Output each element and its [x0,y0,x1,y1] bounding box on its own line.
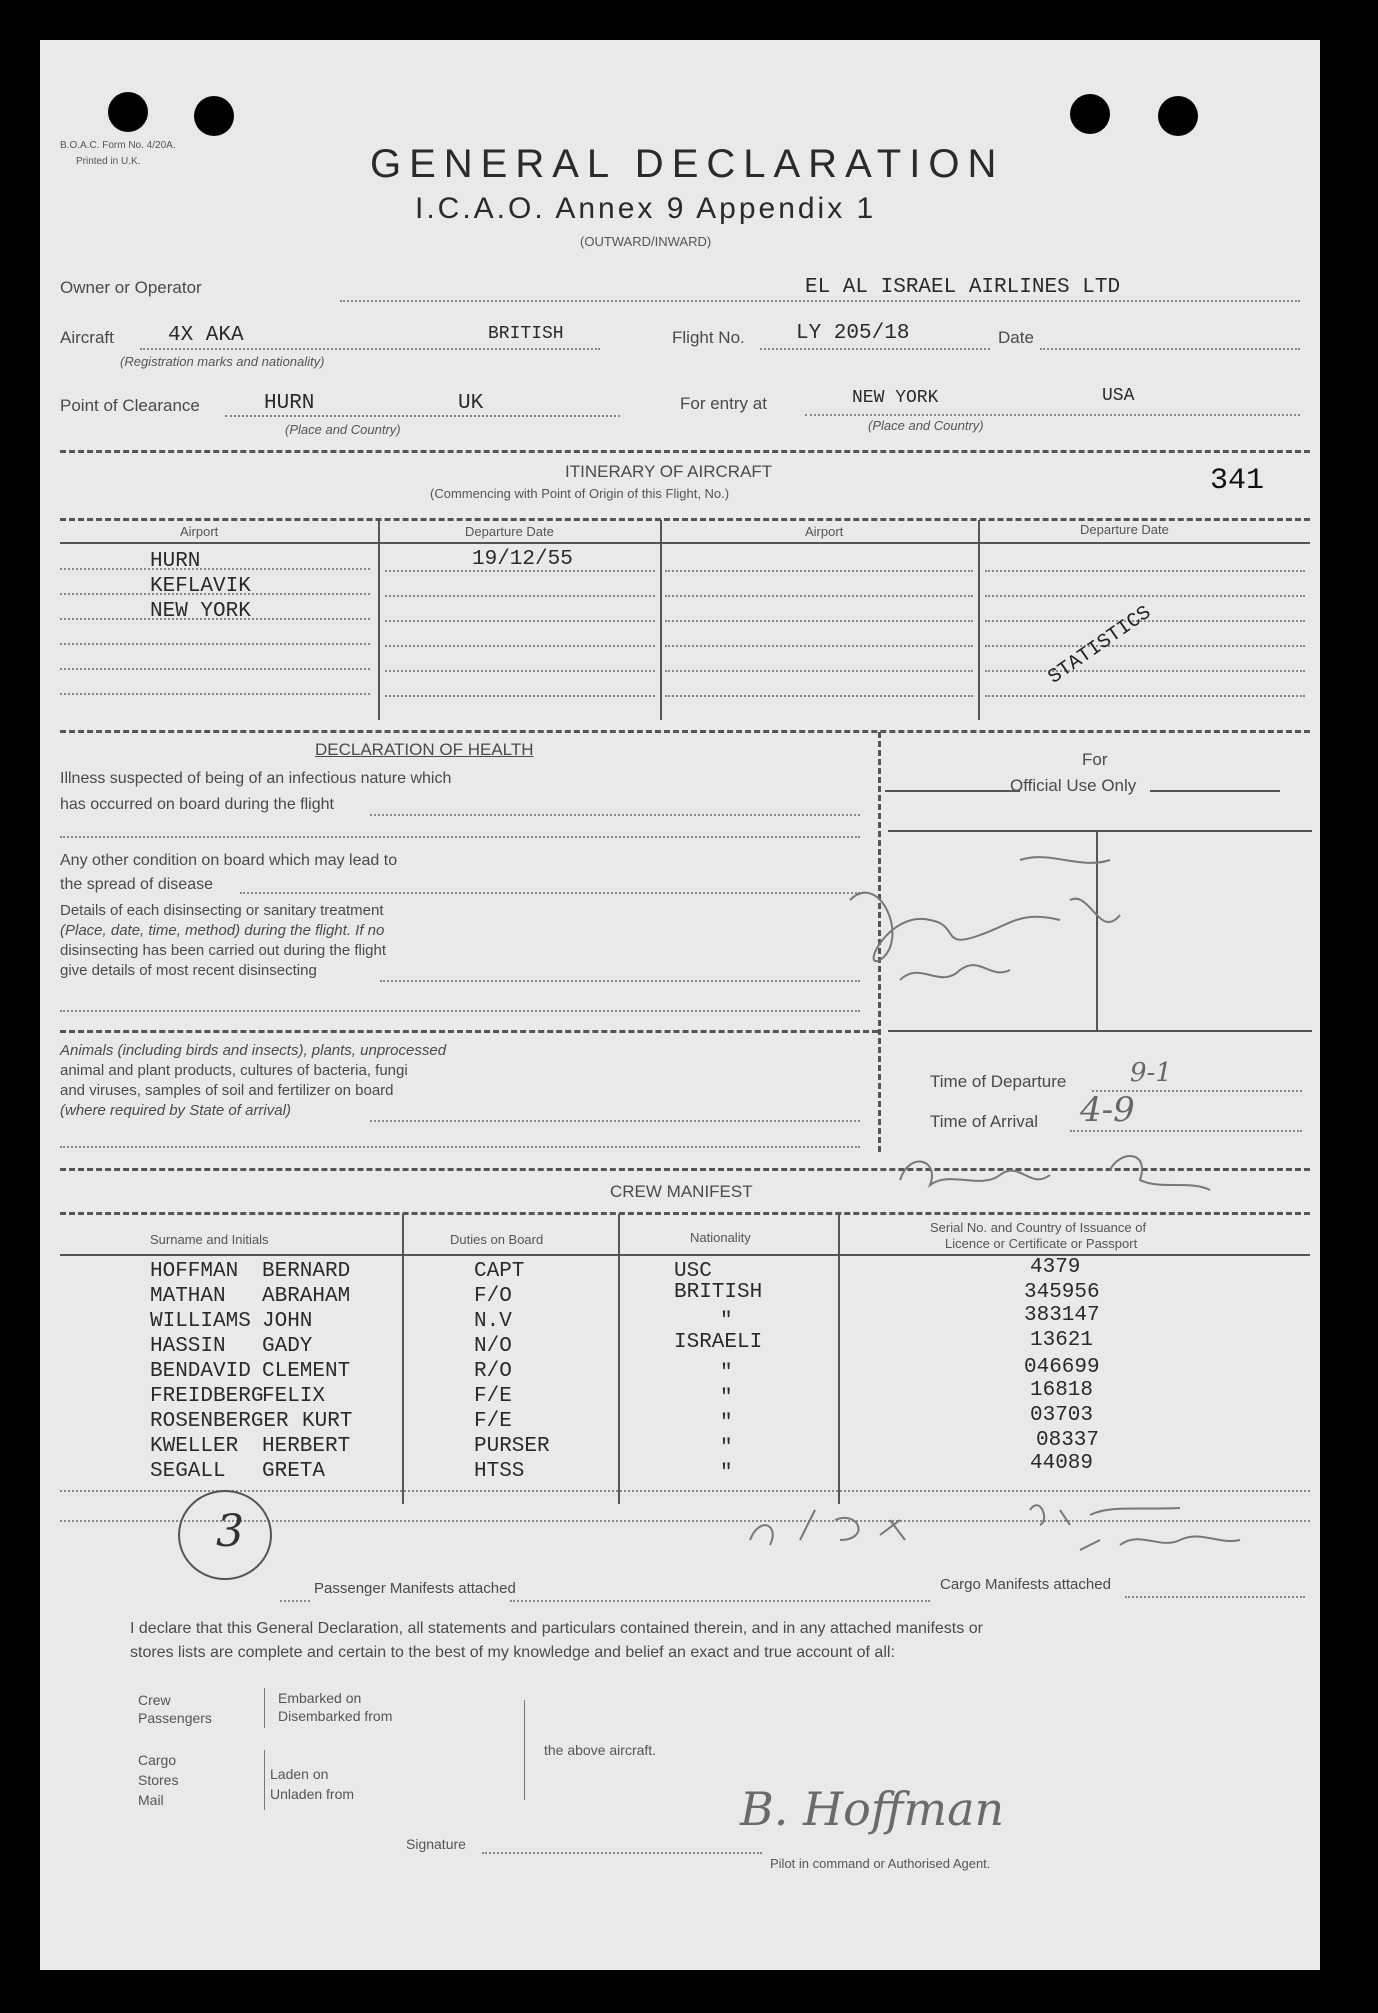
passengers-word: Passengers [138,1710,212,1726]
row-line [510,1600,930,1602]
punch-hole [108,92,148,132]
crew-surname: SEGALL [150,1460,226,1483]
row-line [1125,1596,1305,1598]
health-q2-line1: Any other condition on board which may lead to [60,852,398,869]
table-row [40,1329,1320,1360]
divider [888,1030,1312,1032]
stores-word: Stores [138,1772,179,1788]
table-row [40,1356,1320,1385]
date-line [1040,348,1300,350]
document-subtitle: I.C.A.O. Annex 9 Appendix 1 [415,192,877,225]
crew-first-name: BERNARD [262,1260,351,1283]
declaration-line-1: I declare that this General Declaration, all statements and particulars contained therein, and in any attached manifests or [130,1620,983,1637]
laden-word: Laden on [270,1766,329,1782]
printed-in: Printed in U.K. [76,156,141,167]
divider [60,1254,1310,1256]
divider [60,730,1310,733]
crew-surname: BENDAVID [150,1360,251,1383]
column-rule [378,520,380,720]
crew-licence: 4379 [1030,1256,1081,1279]
crew-nationality: USC [674,1260,712,1283]
crew-first-name: FELIX [262,1385,326,1408]
airport-new-york: NEW YORK [150,600,251,623]
crew-table-body [40,1256,1320,1510]
divider [60,450,1310,453]
row-line [985,570,1305,572]
row-line [385,695,655,697]
answer-line [60,836,860,838]
crew-nationality: " [720,1387,733,1410]
flight-label: Flight No. [672,328,745,347]
crew-first-name: GADY [262,1335,313,1358]
official-line-1: For [1082,750,1108,769]
crew-nationality: BRITISH [674,1281,763,1304]
row-line [60,693,370,695]
entry-sub: (Place and Country) [868,418,984,433]
row-line [385,620,655,622]
unladen-word: Unladen from [270,1786,355,1802]
health-q4-line2: animal and plant products, cultures of bacteria, fungi [60,1062,408,1079]
crew-first-name: KURT [302,1410,353,1433]
crew-licence: 08337 [1036,1429,1100,1452]
divider [1150,790,1280,792]
disembarked-word: Disembarked from [278,1708,393,1724]
crew-first-name: GRETA [262,1460,326,1483]
crew-word: Crew [138,1692,171,1708]
divider [60,1212,1310,1215]
health-q3-line3: disinsecting has been carried out during the flight [60,942,387,959]
crew-surname: WILLIAMS [150,1310,251,1333]
departure-time-value: 9-1 [1130,1058,1172,1088]
aircraft-line [140,348,600,350]
crew-licence: 345956 [1024,1281,1100,1304]
col-departure-2: Departure Date [1080,522,1169,537]
table-row [40,1281,1320,1310]
crew-duty: PURSER [474,1435,550,1458]
crew-surname: HOFFMAN [150,1260,239,1283]
divider [885,790,1020,792]
col-departure: Departure Date [465,524,554,539]
health-q4-line1: Animals (including birds and insects), plants, unprocessed [60,1042,447,1059]
airport-keflavik: KEFLAVIK [150,575,251,598]
row-line [60,568,370,570]
crew-licence: 13621 [1030,1329,1094,1352]
crew-duty: CAPT [474,1260,525,1283]
row-line [385,670,655,672]
answer-line [240,892,860,894]
crew-nationality: ISRAELI [674,1331,763,1354]
signature-caption: Pilot in command or Authorised Agent. [770,1856,991,1871]
row-line [60,668,370,670]
crew-first-name: CLEMENT [262,1360,351,1383]
col-licence-2: Licence or Certificate or Passport [945,1236,1138,1251]
punch-hole [1070,94,1110,134]
col-licence-1: Serial No. and Country of Issuance of [930,1220,1147,1235]
row-line [665,695,973,697]
cargo-manifests-label: Cargo Manifests attached [940,1576,1111,1593]
date-label: Date [998,328,1034,347]
entry-line [805,414,1300,416]
bracket [264,1750,265,1810]
answer-line [370,814,860,816]
clearance-place: HURN [264,392,315,415]
health-q3-line1: Details of each disinsecting or sanitary treatment [60,902,384,919]
crew-licence: 046699 [1024,1356,1100,1379]
clearance-sub: (Place and Country) [285,422,401,437]
health-q4-line4: (where required by State of arrival) [60,1102,291,1119]
declaration-line-2: stores lists are complete and certain to the best of my knowledge and belief an exact and true account of all: [130,1644,895,1661]
crew-licence: 383147 [1024,1304,1100,1327]
crew-surname: MATHAN [150,1285,226,1308]
statistics-stamp: STATISTICS [1044,601,1156,690]
answer-line [370,1120,860,1122]
row-line [985,695,1305,697]
circled-number: 3 [216,1506,244,1557]
crew-duty: F/O [474,1285,512,1308]
direction: (OUTWARD/INWARD) [580,234,712,249]
answer-line [60,1010,860,1012]
crew-duty: R/O [474,1360,512,1383]
row-line [665,595,973,597]
cargo-word: Cargo [138,1752,177,1768]
column-rule [978,520,980,720]
crew-duty: N.V [474,1310,512,1333]
punch-hole [194,96,234,136]
signature-label: Signature [406,1836,466,1852]
aircraft-nationality: BRITISH [488,324,564,344]
aircraft-reg: 4X AKA [168,324,244,347]
departure-time-label: Time of Departure [930,1072,1067,1091]
table-row [40,1404,1320,1435]
row-line [60,643,370,645]
crew-title: CREW MANIFEST [610,1182,753,1201]
row-line [665,620,973,622]
document-title: GENERAL DECLARATION [370,142,1005,186]
owner-line [340,300,1300,302]
crew-surname: ROSENBERGER [150,1410,289,1433]
signature: B. Hoffman [740,1782,1005,1836]
row-line [985,645,1305,647]
official-line-2: Official Use Only [1010,776,1137,795]
health-q1-line1: Illness suspected of being of an infectious nature which [60,770,452,787]
bracket [524,1700,525,1800]
table-row [40,1429,1320,1460]
table-row [40,1379,1320,1410]
crew-licence: 16818 [1030,1379,1094,1402]
crew-duty: N/O [474,1335,512,1358]
crew-nationality: " [720,1437,733,1460]
crew-duty: F/E [474,1385,512,1408]
crew-surname: KWELLER [150,1435,239,1458]
entry-country: USA [1102,386,1135,406]
clearance-country: UK [458,392,484,415]
row-line [985,595,1305,597]
aircraft-label: Aircraft [60,328,114,347]
col-nationality: Nationality [690,1230,751,1245]
row-line [385,645,655,647]
health-q3-line4: give details of most recent disinsecting [60,962,317,979]
entry-label: For entry at [680,394,767,413]
divider [60,542,1310,544]
crew-surname: FREIDBERG [150,1385,264,1408]
answer-line [380,980,860,982]
official-scribble [820,830,1180,1010]
col-duties: Duties on Board [450,1232,544,1247]
above-aircraft: the above aircraft. [544,1742,657,1758]
row-line [665,670,973,672]
crew-first-name: ABRAHAM [262,1285,351,1308]
crew-duty: HTSS [474,1460,525,1483]
airport-hurn: HURN [150,550,201,573]
crew-nationality: " [720,1310,733,1333]
page-number: 341 [1210,464,1265,498]
crew-first-name: JOHN [262,1310,313,1333]
answer-line [60,1146,860,1148]
row-line [385,595,655,597]
row-line [665,570,973,572]
row-line [280,1600,310,1602]
document-sheet [40,40,1320,1970]
arrival-time-label: Time of Arrival [930,1112,1039,1131]
divider [60,1030,878,1033]
embarked-word: Embarked on [278,1690,362,1706]
clearance-line [225,415,620,417]
crew-nationality: " [720,1362,733,1385]
punch-hole [1158,96,1198,136]
bracket [264,1688,265,1728]
crew-scribble [740,1480,1280,1560]
passenger-manifests-label: Passenger Manifests attached [314,1580,516,1597]
owner-value: EL AL ISRAEL AIRLINES LTD [805,276,1121,299]
health-q3-line2: (Place, date, time, method) during the flight. If no [60,922,385,939]
crew-licence: 44089 [1030,1452,1094,1475]
health-q1-line2: has occurred on board during the flight [60,796,334,813]
flight-value: LY 205/18 [796,322,910,345]
health-q4-line3: and viruses, samples of soil and fertilizer on board [60,1082,394,1099]
flight-line [760,348,990,350]
aircraft-sub: (Registration marks and nationality) [120,354,325,369]
crew-first-name: HERBERT [262,1435,351,1458]
itinerary-title: ITINERARY OF AIRCRAFT [565,462,773,481]
row-line [665,645,973,647]
crew-licence: 03703 [1030,1404,1094,1427]
form-number: B.O.A.C. Form No. 4/20A. [60,140,176,151]
health-title: DECLARATION OF HEALTH [315,740,534,759]
col-airport: Airport [180,524,219,539]
crew-nationality: " [720,1412,733,1435]
mail-word: Mail [138,1792,164,1808]
arrival-time-value: 4-9 [1080,1090,1135,1130]
col-airport-2: Airport [805,524,844,539]
crew-nationality: " [720,1462,733,1485]
owner-label: Owner or Operator [60,278,202,297]
column-rule [660,520,662,720]
col-surname: Surname and Initials [150,1232,269,1247]
health-q2-line2: the spread of disease [60,876,213,893]
crew-duty: F/E [474,1410,512,1433]
departure-date: 19/12/55 [472,548,573,571]
entry-place: NEW YORK [852,388,939,408]
clearance-label: Point of Clearance [60,396,200,415]
crew-scribble [890,1130,1220,1210]
crew-surname: HASSIN [150,1335,226,1358]
row-line [985,670,1305,672]
itinerary-subtitle: (Commencing with Point of Origin of this Flight, No.) [430,486,730,501]
signature-line [482,1852,762,1854]
divider [60,518,1310,521]
